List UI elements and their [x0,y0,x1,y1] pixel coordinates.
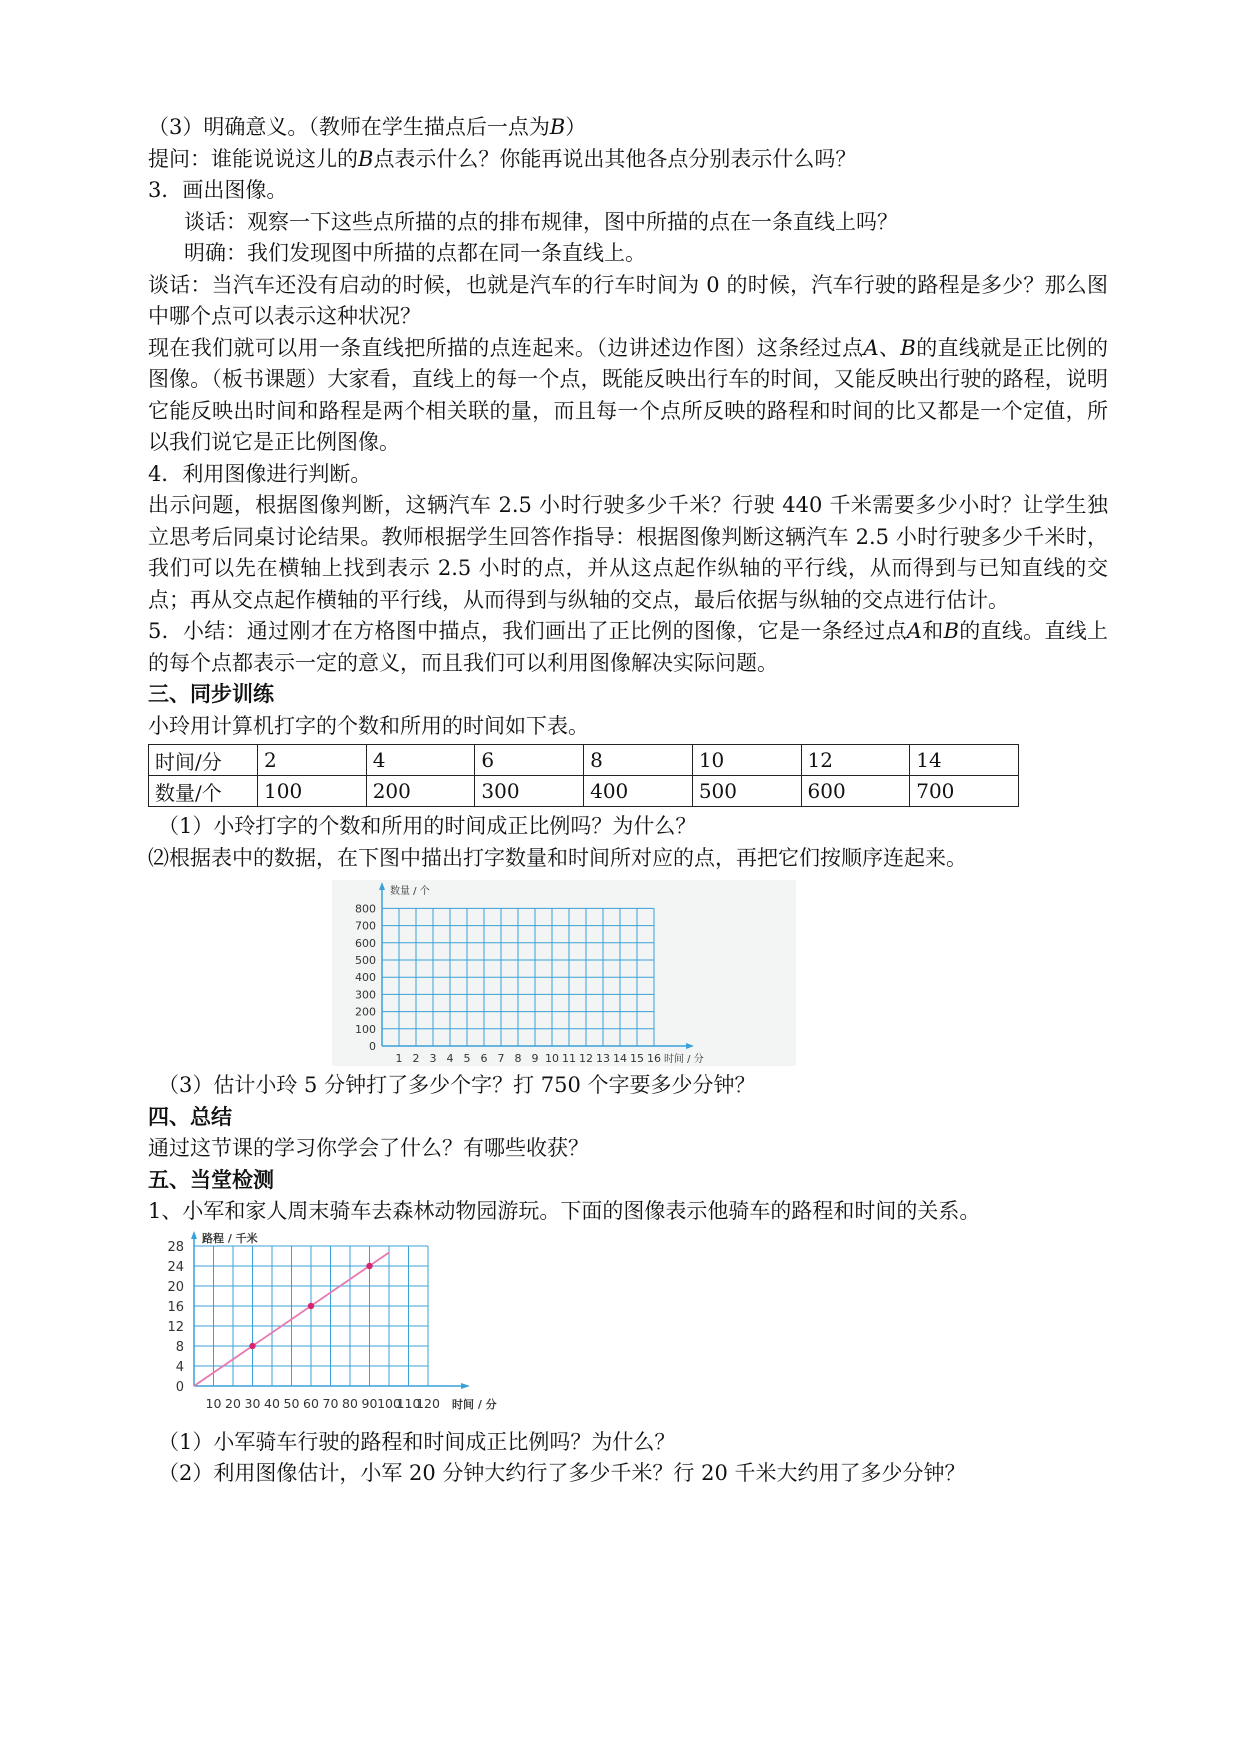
x-tick-label: 1 [395,1052,403,1065]
chart1-svg [332,880,796,1066]
text-span: ） [565,115,587,139]
x-axis-arrow [461,1383,470,1389]
question: （1）小军骑车行驶的路程和时间成正比例吗？为什么？ [158,1429,676,1454]
y-tick-label: 700 [355,919,376,933]
x-tick-label: 30 [244,1395,261,1411]
text-span: 提问：谁能说说这儿的 [148,146,358,171]
section-heading: 五、当堂检测 [148,1167,274,1192]
question: （1）小玲打字的个数和所用的时间成正比例吗？为什么？ [158,814,697,838]
question: （2）利用图像估计，小军 20 分钟大约行了多少千米？行 20 千米大约用了多少分钟？ [158,1461,966,1485]
math-var: A [906,619,922,643]
text-span: 的直线就是正比例的图像。（板书课题）大家看，直线上的每一个点，既能反映出行车的时间，又能反映出行驶的路程，说明它能反映出时间和路程是两个相关联的量，而且每一个点所反映的路程和时间的比又都是一个定值，所以我们说它是正比例图像。 [148,335,1109,454]
text-span: 的直线。直线上的每个点都表示一定的意义，而且我们可以利用图像解决实际问题。 [148,619,1109,675]
y-tick-label: 300 [355,988,376,1002]
x-tick-label: 16 [647,1052,661,1065]
y-tick-label: 0 [175,1379,184,1395]
question: （3）估计小玲 5 分钟打了多少个字？打 750 个字要多少分钟？ [158,1073,756,1097]
math-var: A [863,335,879,360]
x-tick-label: 11 [562,1052,576,1065]
x-tick-label: 10 [545,1052,559,1065]
text-span: 、 [878,335,901,360]
table-cell: 400 [584,776,693,807]
text-span: 5．小结：通过刚才在方格图中描点，我们画出了正比例的图像，它是一条经过点 [148,619,907,643]
table-cell: 6 [475,745,584,776]
math-var: B [943,619,959,643]
math-var: B [549,115,566,139]
table-cell: 300 [475,776,584,807]
table-cell: 500 [692,776,801,807]
text-span: 和 [921,619,944,643]
question: ⑵根据表中的数据，在下图中描出打字数量和时间所对应的点，再把它们按顺序连起来。 [148,845,967,870]
table-cell: 10 [692,745,801,776]
y-tick-label: 12 [167,1319,184,1335]
y-tick-label: 600 [355,936,376,950]
x-tick-label: 12 [579,1052,593,1065]
section-heading: 四、总结 [148,1104,232,1129]
x-tick-label: 7 [497,1052,505,1065]
y-tick-label: 24 [167,1259,184,1275]
x-tick-label: 15 [630,1052,644,1065]
table-row [149,776,1019,807]
table-cell: 100 [258,776,367,807]
table-cell: 8 [584,745,693,776]
paragraph [148,333,1108,459]
x-tick-label: 3 [429,1052,437,1065]
y-tick-label: 4 [175,1359,184,1375]
text-span: （3）明确意义。（教师在学生描点后一点为 [148,115,550,139]
y-tick-label: 16 [167,1299,184,1315]
paragraph: 谈话：当汽车还没有启动的时候，也就是汽车的行车时间为 0 的时候，汽车行驶的路程是多少？那么图中哪个点可以表示这种状况？ [148,272,1108,328]
y-tick-label: 8 [175,1339,184,1355]
math-var: B [900,335,916,360]
y-tick-label: 0 [369,1040,376,1053]
text-line [148,144,1108,176]
text-line [148,112,1108,144]
chart2-svg [148,1230,498,1425]
x-tick-label: 9 [531,1052,539,1065]
x-tick-label: 80 [342,1395,358,1411]
y-axis-label: 路程 / 千米 [202,1231,258,1245]
x-tick-label: 40 [264,1395,280,1411]
data-table [148,744,1019,807]
text-line: 谈话：观察一下这些点所描的点的排布规律，图中所描的点在一条直线上吗？ [184,209,898,234]
data-point [366,1262,372,1268]
table-cell: 14 [910,745,1019,776]
chart-typing [332,880,796,1066]
table-cell: 4 [366,745,475,776]
y-tick-label: 100 [355,1022,376,1036]
y-tick-label: 400 [355,971,376,985]
table-cell: 200 [366,776,475,807]
x-tick-label: 50 [283,1395,300,1411]
text-span: 点表示什么？你能再说出其他各点分别表示什么吗？ [373,146,857,171]
x-tick-label: 14 [613,1052,627,1065]
table-row [149,745,1019,776]
data-point [249,1342,255,1348]
table-cell: 数量/个 [149,776,258,807]
table-cell: 600 [801,776,910,807]
x-tick-label: 110 [396,1395,421,1411]
x-tick-label: 120 [416,1395,440,1411]
x-tick-label: 6 [480,1052,488,1065]
x-tick-label: 60 [303,1395,319,1411]
question: 1、小军和家人周末骑车去森林动物园游玩。下面的图像表示他骑车的路程和时间的关系。 [148,1199,981,1223]
x-tick-label: 2 [412,1052,420,1065]
step-heading: 4．利用图像进行判断。 [148,461,372,486]
x-tick-label: 70 [322,1395,339,1411]
y-axis-label: 数量 / 个 [390,886,430,897]
x-tick-label: 13 [596,1052,610,1065]
x-tick-label: 10 [205,1395,222,1411]
x-axis-arrow [686,1043,694,1049]
x-tick-label: 4 [446,1052,454,1065]
table-cell: 700 [910,776,1019,807]
chart-cycling [148,1230,498,1425]
x-tick-label: 90 [361,1395,378,1411]
x-tick-label: 8 [514,1052,522,1065]
document-page [148,112,1108,1490]
y-tick-label: 28 [167,1239,184,1255]
text-span: 现在我们就可以用一条直线把所描的点连起来。（边讲述边作图）这条经过点 [148,335,864,360]
x-axis-label: 时间 / 分 [452,1397,497,1411]
y-axis-arrow [191,1231,197,1239]
step-heading: 3．画出图像。 [148,178,288,202]
y-tick-label: 20 [167,1279,184,1295]
math-var: B [358,146,374,171]
paragraph [148,616,1108,679]
y-tick-label: 200 [355,1005,376,1019]
table-cell: 2 [258,745,367,776]
x-axis-label: 时间 / 分 [664,1054,704,1065]
paragraph: 出示问题，根据图像判断，这辆汽车 2.5 小时行驶多少千米？行驶 440 千米需要多少小时？让学生独立思考后同桌讨论结果。教师根据学生回答作指导：根据图像判断这辆汽车 2.5 小时行驶多少千米时，我们可以先在横轴上找到表示 2.5 小时的点，并从这点起作纵轴的平行线，从而得到与已知直线的交点；再从交点起作横轴的平行线，从而得到与纵轴的交点，最后依据与纵轴的交点进行估计。 [148,493,1108,612]
y-tick-label: 800 [355,902,376,916]
text-line: 小玲用计算机打字的个数和所用的时间如下表。 [148,713,589,738]
table-cell: 时间/分 [149,745,258,776]
section-heading: 三、同步训练 [148,682,274,706]
text-line: 明确：我们发现图中所描的点都在同一条直线上。 [184,241,646,265]
table-cell: 12 [801,745,910,776]
data-point [308,1302,314,1308]
x-tick-label: 20 [225,1395,241,1411]
y-axis-arrow [379,882,385,890]
y-tick-label: 500 [355,954,376,967]
x-tick-label: 5 [463,1052,471,1065]
text-line: 通过这节课的学习你学会了什么？有哪些收获？ [148,1136,589,1160]
x-tick-label: 100 [377,1395,401,1411]
